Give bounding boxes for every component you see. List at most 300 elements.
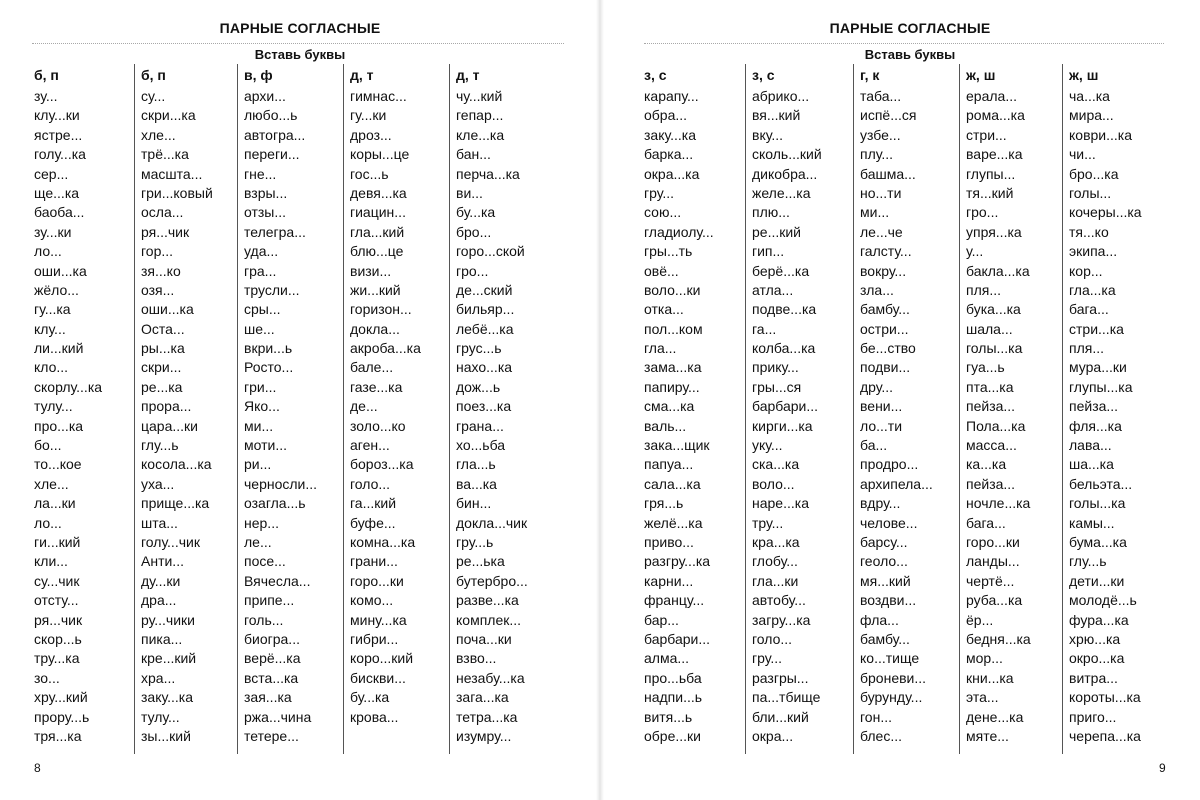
word-item: гря...ь	[644, 495, 684, 512]
word-item: атла...	[752, 281, 794, 298]
word-item: акроба...ка	[350, 340, 421, 357]
word-item: пейза...	[966, 475, 1016, 492]
word-item: францу...	[644, 592, 705, 609]
word-item: окра...	[752, 727, 794, 744]
word-item: про...ка	[34, 417, 84, 434]
word-item: нер...	[244, 514, 279, 531]
word-item: у...	[966, 243, 984, 260]
word-item: любо...ь	[244, 107, 298, 124]
word-item: бельэта...	[1069, 475, 1133, 492]
word-item: клу...	[34, 320, 66, 337]
word-item: голу...чик	[141, 533, 200, 550]
word-item: бро...ка	[1069, 165, 1119, 182]
column-header: б, п	[141, 67, 166, 83]
word-item: хле...	[34, 475, 69, 492]
word-item: масшта...	[141, 165, 203, 182]
word-item: бо...	[34, 437, 62, 454]
column-header: д, т	[350, 67, 374, 83]
word-item: вени...	[860, 398, 903, 415]
word-item: гор...	[141, 243, 174, 260]
word-item: ёр...	[966, 611, 994, 628]
word-item: незабу...ка	[456, 669, 525, 686]
word-item: ле...че	[860, 223, 903, 240]
word-item: шала...	[966, 320, 1013, 337]
word-item: косола...ка	[141, 456, 212, 473]
word-item: ло...	[34, 243, 62, 260]
word-item: тя...ко	[1069, 223, 1109, 240]
word-item: горо...ской	[456, 243, 525, 260]
word-item: бин...	[456, 495, 492, 512]
word-item: коври...ка	[1069, 126, 1132, 143]
word-item: голо...	[752, 630, 793, 647]
word-item: бага...	[1069, 301, 1109, 318]
word-item: прище...ка	[141, 495, 210, 512]
word-item: гри...ковый	[141, 184, 213, 201]
word-item: Пола...ка	[966, 417, 1026, 434]
word-item: ри...	[244, 456, 272, 473]
word-item: шта...	[141, 514, 178, 531]
word-item: гры...ть	[644, 243, 693, 260]
word-item: фура...ка	[1069, 611, 1129, 628]
word-column	[642, 64, 746, 746]
word-item: воло...	[752, 475, 795, 492]
word-item: комплек...	[456, 611, 522, 628]
word-item: гры...ся	[752, 378, 802, 395]
word-item: вдру...	[860, 495, 901, 512]
column-divider	[343, 64, 344, 754]
word-item: бли...кий	[752, 708, 809, 725]
word-item: руба...ка	[966, 592, 1023, 609]
word-item: башма...	[860, 165, 916, 182]
word-item: гру...	[752, 650, 783, 667]
word-item: крова...	[350, 708, 399, 725]
word-item: гибри...	[350, 630, 399, 647]
word-item: уку...	[752, 437, 783, 454]
word-item: голу...ка	[34, 146, 86, 163]
word-item: скор...ь	[34, 630, 82, 647]
word-item: лава...	[1069, 437, 1112, 454]
word-item: блю...це	[350, 243, 404, 260]
word-item: га...	[752, 320, 777, 337]
word-item: тру...	[752, 514, 784, 531]
word-list	[242, 87, 346, 746]
word-item: гла...ка	[1069, 281, 1116, 298]
word-item: дене...ка	[966, 708, 1024, 725]
word-item: телегра...	[244, 223, 306, 240]
word-item: карапу...	[644, 88, 699, 104]
word-item: глобу...	[752, 553, 798, 570]
word-item: хо...ьба	[456, 437, 506, 454]
word-item: уха...	[141, 475, 175, 492]
word-item: ла...ки	[34, 495, 76, 512]
word-item: гу...ка	[34, 301, 71, 318]
word-item: зу...	[34, 88, 58, 104]
word-item: ло...ти	[860, 417, 903, 434]
word-item: мяте...	[966, 727, 1009, 744]
word-item: кле...ка	[456, 126, 505, 143]
word-item: витя...ь	[644, 708, 693, 725]
word-item: мура...ки	[1069, 359, 1127, 376]
word-list	[348, 87, 452, 727]
word-column	[750, 64, 854, 746]
word-item: буфе...	[350, 514, 396, 531]
word-item: ря...чик	[34, 611, 83, 628]
word-item: скри...	[141, 359, 182, 376]
word-column	[139, 64, 243, 746]
word-item: окра...ка	[644, 165, 700, 182]
word-item: Анти...	[141, 553, 184, 570]
word-column	[1067, 64, 1171, 746]
word-item: кра...ка	[752, 533, 800, 550]
word-item: ко...тище	[860, 650, 920, 667]
word-item: мира...	[1069, 107, 1114, 124]
word-item: бамбу...	[860, 301, 910, 318]
word-item: зы...кий	[141, 727, 191, 744]
word-item: рома...ка	[966, 107, 1025, 124]
word-item: ва...ка	[456, 475, 497, 492]
word-item: переги...	[244, 146, 300, 163]
word-list	[139, 87, 243, 746]
word-item: стри...	[966, 126, 1007, 143]
word-item: тру...ка	[34, 650, 80, 667]
word-item: бага...	[966, 514, 1006, 531]
word-item: грана...	[456, 417, 504, 434]
word-item: Яко...	[244, 398, 280, 415]
word-item: ры...ка	[141, 340, 185, 357]
word-item: гиацин...	[350, 204, 406, 221]
word-item: подви...	[860, 359, 911, 376]
word-item: геоло...	[860, 553, 908, 570]
word-list	[1067, 87, 1171, 746]
word-item: гон...	[860, 708, 892, 725]
right-page	[600, 0, 1200, 800]
word-item: таба...	[860, 88, 902, 104]
word-item: вкри...ь	[244, 340, 293, 357]
word-item: зака...щик	[644, 437, 710, 454]
word-item: черепа...ка	[1069, 727, 1141, 744]
word-item: Росто...	[244, 359, 294, 376]
word-item: взры...	[244, 184, 288, 201]
word-item: гне...	[244, 165, 277, 182]
word-item: приго...	[1069, 708, 1117, 725]
word-item: бума...ка	[1069, 533, 1127, 550]
page-subtitle: Вставь буквы	[254, 47, 346, 62]
word-item: гип...	[752, 243, 785, 260]
word-item: голы...ка	[1069, 495, 1126, 512]
word-item: узбе...	[860, 126, 901, 143]
word-list	[642, 87, 746, 746]
word-item: желё...ка	[644, 514, 703, 531]
word-item: ба...	[860, 437, 888, 454]
word-item: гу...ки	[350, 107, 387, 124]
word-item: блес...	[860, 727, 903, 744]
word-item: нахо...ка	[456, 359, 513, 376]
word-item: гро...	[456, 262, 489, 279]
word-item: глупы...	[966, 165, 1016, 182]
word-item: ерала...	[966, 88, 1017, 104]
word-item: ча...ка	[1069, 88, 1110, 104]
word-item: загру...ка	[752, 611, 811, 628]
word-item: бро...	[456, 223, 492, 240]
word-item: разгру...ка	[644, 553, 711, 570]
word-item: сер...	[34, 165, 69, 182]
word-item: фла...	[860, 611, 899, 628]
word-item: отсту...	[34, 592, 79, 609]
word-item: горо...ки	[966, 533, 1020, 550]
word-item: берё...ка	[752, 262, 810, 279]
word-item: вокру...	[860, 262, 907, 279]
word-item: ру...чики	[141, 611, 195, 628]
word-item: оши...ка	[34, 262, 87, 279]
page-title: ПАРНЫЕ СОГЛАСНЫЕ	[829, 20, 991, 36]
word-item: зла...	[860, 281, 894, 298]
word-item: ле...	[244, 533, 272, 550]
word-item: дру...	[860, 378, 894, 395]
word-item: гла...кий	[350, 223, 405, 240]
word-item: автобу...	[752, 592, 806, 609]
word-item: ше...	[244, 320, 275, 337]
word-item: бан...	[456, 146, 491, 163]
word-list	[32, 87, 136, 746]
word-item: баоба...	[34, 204, 85, 221]
page-subtitle: Вставь буквы	[864, 47, 956, 62]
word-item: отзы...	[244, 204, 287, 221]
word-item: зу...ки	[34, 223, 72, 240]
word-item: чертё...	[966, 572, 1015, 589]
column-header: г, к	[860, 67, 880, 83]
word-item: докла...чик	[456, 514, 528, 531]
word-item: прора...	[141, 398, 192, 415]
word-item: стри...ка	[1069, 320, 1124, 337]
word-item: автогра...	[244, 126, 306, 143]
word-item: ночле...ка	[966, 495, 1031, 512]
word-item: глу...ь	[1069, 553, 1107, 570]
word-item: абрико...	[752, 88, 810, 104]
word-item: газе...ка	[350, 378, 403, 395]
word-item: надпи...ь	[644, 689, 703, 706]
title-divider	[32, 43, 564, 44]
word-item: молодё...ь	[1069, 592, 1137, 609]
title-divider	[644, 43, 1164, 44]
word-item: гла...	[644, 340, 677, 357]
word-item: чи...	[1069, 146, 1096, 163]
word-item: прику...	[752, 359, 799, 376]
column-header: б, п	[34, 67, 59, 83]
word-item: кирги...ка	[752, 417, 813, 434]
word-item: эта...	[966, 689, 999, 706]
word-list	[964, 87, 1068, 746]
word-item: мя...кий	[860, 572, 911, 589]
word-item: грус...ь	[456, 340, 502, 357]
word-item: взво...	[456, 650, 497, 667]
word-item: озагла...ь	[244, 495, 306, 512]
page-number: 8	[34, 761, 41, 775]
word-item: фля...ка	[1069, 417, 1122, 434]
word-item: тя...кий	[966, 184, 1014, 201]
word-item: окро...ка	[1069, 650, 1125, 667]
word-item: ря...чик	[141, 223, 190, 240]
word-item: но...ти	[860, 184, 902, 201]
word-item: коро...кий	[350, 650, 414, 667]
word-item: комо...	[350, 592, 394, 609]
word-item: папиру...	[644, 378, 700, 395]
word-item: кли...	[34, 553, 68, 570]
column-divider	[959, 64, 960, 754]
word-item: ви...	[456, 184, 483, 201]
word-item: бука...ка	[966, 301, 1021, 318]
word-item: то...кое	[34, 456, 82, 473]
column-header: в, ф	[244, 67, 273, 83]
word-item: пля...	[966, 281, 1001, 298]
word-item: остри...	[860, 320, 909, 337]
word-item: пол...ком	[644, 320, 703, 337]
word-item: ми...	[860, 204, 890, 221]
word-item: пейза...	[1069, 398, 1119, 415]
word-item: ги...кий	[34, 533, 81, 550]
column-divider	[449, 64, 450, 754]
word-item: разве...ка	[456, 592, 519, 609]
word-item: гро...	[966, 204, 999, 221]
word-item: гуа...ь	[966, 359, 1005, 376]
word-item: скри...ка	[141, 107, 196, 124]
word-item: бороз...ка	[350, 456, 414, 473]
word-item: архи...	[244, 88, 286, 104]
word-item: прору...ь	[34, 708, 90, 725]
word-item: па...тбище	[752, 689, 821, 706]
word-item: бутербро...	[456, 572, 528, 589]
word-item: вку...	[752, 126, 783, 143]
word-item: визи...	[350, 262, 392, 279]
word-item: хле...	[141, 126, 176, 143]
word-item: верё...ка	[244, 650, 301, 667]
word-item: камы...	[1069, 514, 1115, 531]
word-item: сою...	[644, 204, 682, 221]
word-item: папуа...	[644, 456, 694, 473]
word-item: вя...кий	[752, 107, 801, 124]
word-item: кре...кий	[141, 650, 197, 667]
word-item: чу...кий	[456, 88, 503, 104]
word-item: наре...ка	[752, 495, 809, 512]
word-item: глу...ь	[141, 437, 179, 454]
word-item: испё...ся	[860, 107, 917, 124]
word-item: гла...ь	[456, 456, 496, 473]
word-item: сколь...кий	[752, 146, 822, 163]
word-item: лебё...ка	[456, 320, 514, 337]
word-item: кочеры...ка	[1069, 204, 1142, 221]
page-number: 9	[1159, 761, 1166, 775]
word-item: голо...	[350, 475, 391, 492]
word-item: воло...ки	[644, 281, 701, 298]
word-item: дроз...	[350, 126, 392, 143]
word-item: тетере...	[244, 727, 299, 744]
word-item: ре...ка	[141, 378, 183, 395]
word-item: пля...	[1069, 340, 1104, 357]
word-item: жи...кий	[350, 281, 401, 298]
column-header: ж, ш	[1069, 67, 1099, 83]
word-item: гру...ь	[456, 533, 494, 550]
column-divider	[237, 64, 238, 754]
word-item: пейза...	[966, 398, 1016, 415]
word-item: гла...ки	[752, 572, 799, 589]
word-item: гладиолу...	[644, 223, 714, 240]
word-item: архипела...	[860, 475, 933, 492]
word-column	[964, 64, 1068, 746]
word-item: девя...ка	[350, 184, 407, 201]
word-column	[348, 64, 452, 727]
word-item: тря...ка	[34, 727, 82, 744]
column-divider	[1062, 64, 1063, 754]
word-item: коры...це	[350, 146, 410, 163]
word-item: грани...	[350, 553, 398, 570]
word-item: ду...ки	[141, 572, 181, 589]
word-item: сала...ка	[644, 475, 701, 492]
word-item: тетра...ка	[456, 708, 518, 725]
word-item: дож...ь	[456, 378, 501, 395]
word-item: барбари...	[752, 398, 819, 415]
word-item: поез...ка	[456, 398, 512, 415]
word-item: де...ский	[456, 281, 513, 298]
word-item: ре...кий	[752, 223, 802, 240]
word-item: Оста...	[141, 320, 185, 337]
word-item: ска...ка	[752, 456, 800, 473]
column-header: з, с	[752, 67, 775, 83]
word-item: заку...ка	[141, 689, 193, 706]
word-item: бе...ство	[860, 340, 916, 357]
word-item: витра...	[1069, 669, 1118, 686]
word-item: жёло...	[34, 281, 79, 298]
word-item: припе...	[244, 592, 295, 609]
word-item: зя...ко	[141, 262, 181, 279]
word-item: бу...ка	[350, 689, 390, 706]
word-item: отка...	[644, 301, 684, 318]
word-item: ша...ка	[1069, 456, 1114, 473]
word-item: скорлу...ка	[34, 378, 103, 395]
word-item: дра...	[141, 592, 177, 609]
word-item: обра...	[644, 107, 688, 124]
word-item: бильяр...	[456, 301, 515, 318]
word-item: заку...ка	[644, 126, 696, 143]
word-item: тулу...	[34, 398, 73, 415]
word-item: зо...	[34, 669, 60, 686]
word-item: обре...ки	[644, 727, 701, 744]
word-item: про...ьба	[644, 669, 702, 686]
word-item: мину...ка	[350, 611, 407, 628]
word-item: су...	[141, 88, 166, 104]
word-item: бар...	[644, 611, 679, 628]
word-item: колба...ка	[752, 340, 816, 357]
word-item: ржа...чина	[244, 708, 312, 725]
word-item: голы...ка	[966, 340, 1023, 357]
word-item: ланды...	[966, 553, 1020, 570]
word-item: дети...ки	[1069, 572, 1125, 589]
word-item: клу...ки	[34, 107, 80, 124]
word-item: черносли...	[244, 475, 318, 492]
word-item: алма...	[644, 650, 690, 667]
word-item: су...чик	[34, 572, 80, 589]
word-item: гра...	[244, 262, 277, 279]
word-item: биогра...	[244, 630, 300, 647]
word-item: гру...	[644, 184, 675, 201]
word-item: моти...	[244, 437, 288, 454]
word-item: пта...ка	[966, 378, 1014, 395]
word-item: бамбу...	[860, 630, 910, 647]
word-item: ми...	[244, 417, 274, 434]
word-item: голы...	[1069, 184, 1112, 201]
word-item: комна...ка	[350, 533, 416, 550]
word-item: барбари...	[644, 630, 711, 647]
word-item: варе...ка	[966, 146, 1023, 163]
column-header: ж, ш	[966, 67, 996, 83]
